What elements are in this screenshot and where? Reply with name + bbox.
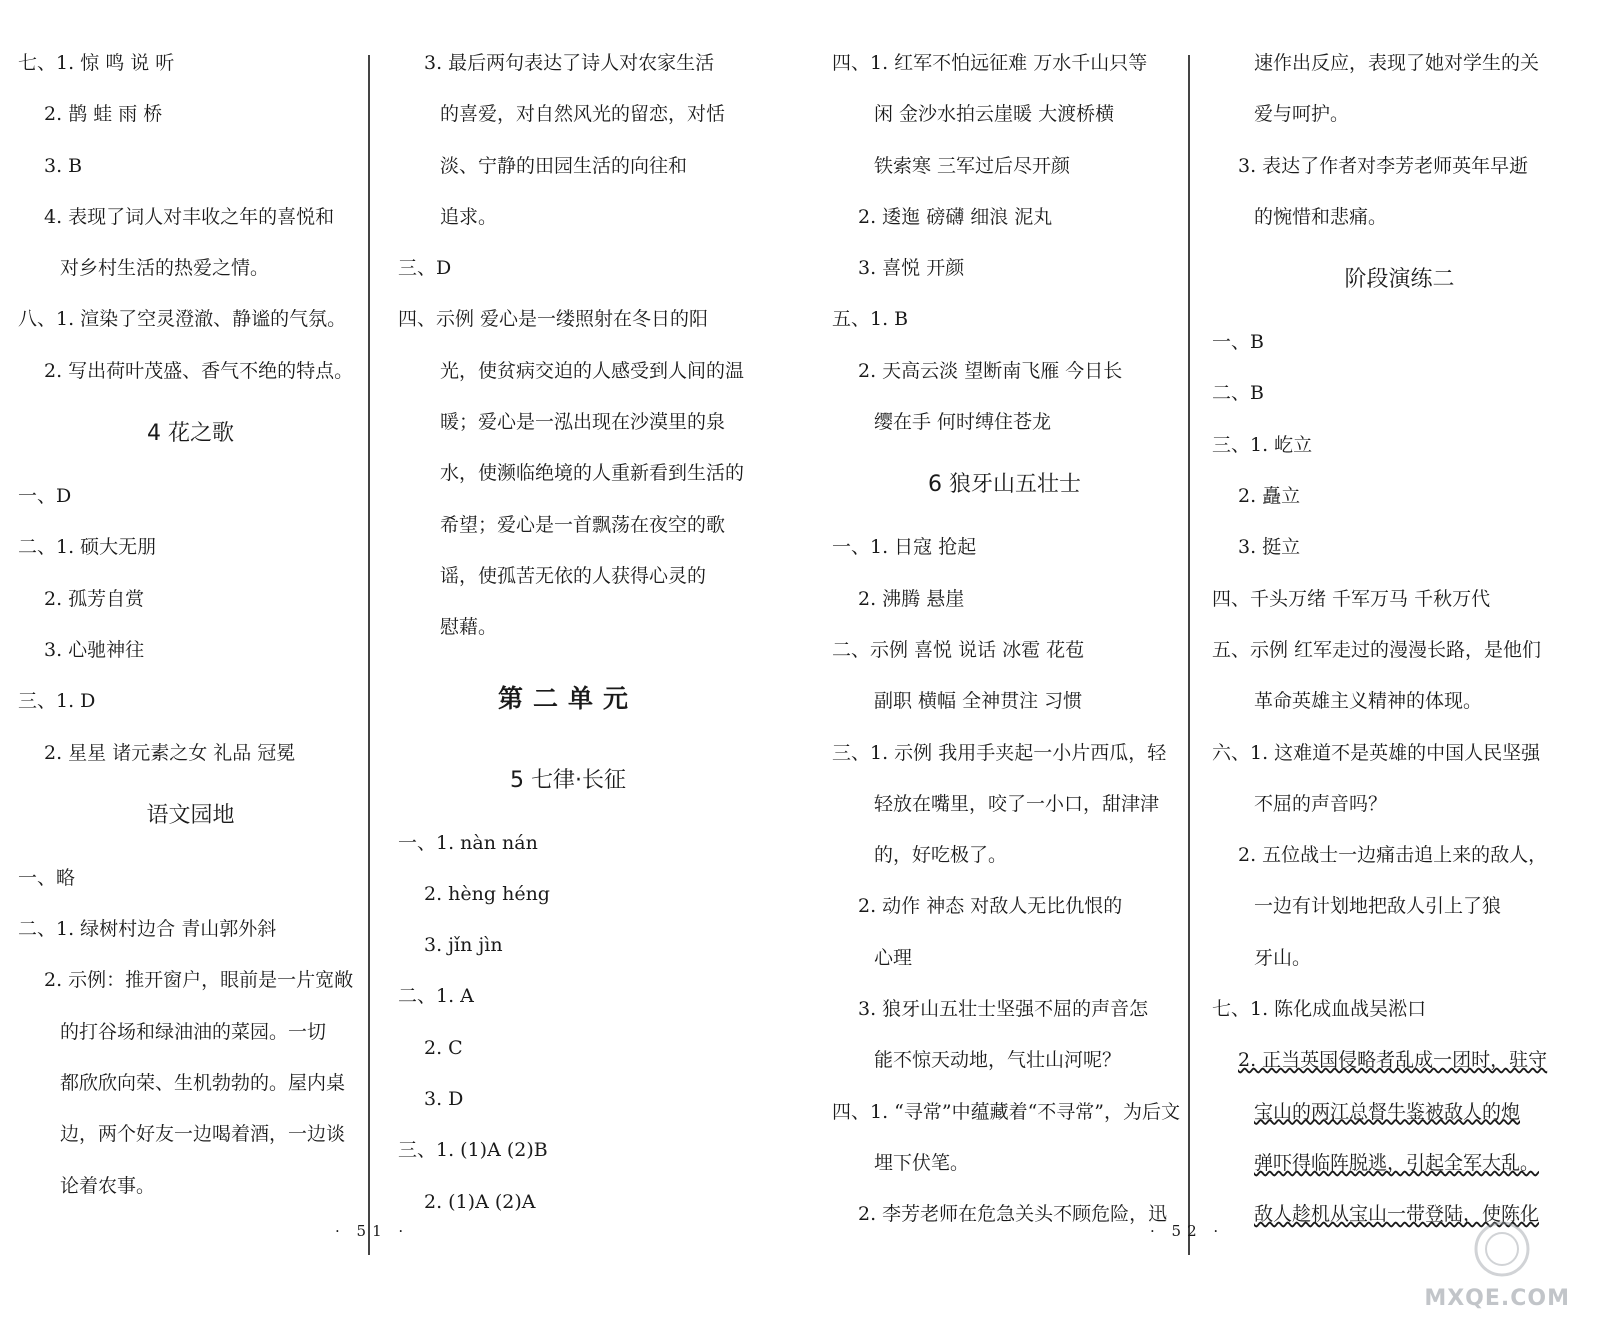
answer-line: 2. 矗立 xyxy=(1238,485,1301,508)
answer-line: 四、示例 爱心是一缕照射在冬日的阳 xyxy=(398,308,709,331)
answer-line: 革命英雄主义精神的体现。 xyxy=(1254,690,1483,713)
answer-line: 2. 李芳老师在危急关头不顾危险，迅 xyxy=(858,1203,1168,1226)
answer-line: 四、1. “寻常”中蕴藏着“不寻常”，为后文 xyxy=(832,1100,1181,1123)
watermark-logo-icon xyxy=(1432,1219,1572,1289)
column-divider-right xyxy=(1188,55,1190,1255)
column-2 xyxy=(398,38,745,1228)
answer-line: 三、D xyxy=(398,257,452,280)
answer-line: 2. 孤芳自赏 xyxy=(44,587,145,610)
answer-line: 3. 最后两句表达了诗人对农家生活 xyxy=(424,52,715,74)
answer-line: 轻放在嘴里，咬了一小口，甜津津 xyxy=(874,792,1160,815)
answer-line: 2. 天高云淡 望断南飞雁 今日长 xyxy=(858,359,1123,382)
answer-line-underlined: 弹吓得临阵脱逃，引起全军大乱。 xyxy=(1254,1151,1540,1174)
answer-line: 淡、宁静的田园生活的向往和 xyxy=(440,154,688,177)
answer-line: 八、1. 渲染了空灵澄澈、静谧的气氛。 xyxy=(18,308,347,331)
answer-line: 3. 狼牙山五壮士坚强不屈的声音怎 xyxy=(858,998,1149,1021)
answer-line: 爱与呵护。 xyxy=(1254,103,1350,126)
answer-line: 二、B xyxy=(1212,382,1264,405)
section-heading: 4 花之歌 xyxy=(147,421,234,447)
watermark-text: MXQE.COM xyxy=(1424,1286,1570,1311)
answer-line: 四、1. 红军不怕远征难 万水千山只等 xyxy=(832,52,1148,74)
answer-line: 的惋惜和悲痛。 xyxy=(1254,205,1388,228)
answer-line: 一、略 xyxy=(18,866,76,889)
answer-line: 2. 写出荷叶茂盛、香气不绝的特点。 xyxy=(44,359,354,382)
answer-line: 三、1. (1)A (2)B xyxy=(398,1139,548,1162)
column-divider-left xyxy=(368,55,370,1255)
answer-line: 缨在手 何时缚住苍龙 xyxy=(874,411,1052,434)
answer-line: 2. 逶迤 磅礴 细浪 泥丸 xyxy=(858,205,1053,228)
answer-line: 3. 喜悦 开颜 xyxy=(858,257,965,280)
answer-line: 希望；爱心是一首飘荡在夜空的歌 xyxy=(440,513,726,536)
answer-line: 2. 星星 诸元素之女 礼品 冠冕 xyxy=(44,741,296,764)
answer-line: 的打谷场和绿油油的菜园。一切 xyxy=(60,1020,327,1043)
answer-line: 二、1. 硕大无朋 xyxy=(18,536,157,559)
answer-line: 副职 横幅 全神贯注 习惯 xyxy=(874,690,1083,713)
answer-line: 二、1. 绿树村边合 青山郭外斜 xyxy=(18,918,277,941)
answer-line: 2. hèng héng xyxy=(424,882,550,905)
answer-line: 4. 表现了词人对丰收之年的喜悦和 xyxy=(44,205,335,228)
answer-line: 3. D xyxy=(424,1088,464,1111)
answer-line: 2. 五位战士一边痛击追上来的敌人， xyxy=(1238,844,1548,867)
answer-line: 2. 鹊 蛙 雨 桥 xyxy=(44,103,163,126)
section-heading: 6 狼牙山五壮士 xyxy=(928,472,1081,498)
answer-line: 3. 心驰神往 xyxy=(44,638,145,661)
answer-line: 一、1. 日寇 抢起 xyxy=(832,536,977,559)
answer-line: 3. jǐn jìn xyxy=(424,934,503,957)
answer-line: 3. 表达了作者对李芳老师英年早逝 xyxy=(1238,154,1529,177)
answer-line: 四、千头万绪 千军万马 千秋万代 xyxy=(1212,587,1491,610)
answer-line: 2. 沸腾 悬崖 xyxy=(858,587,965,610)
section-heading: 5 七律·长征 xyxy=(510,767,626,793)
answer-line: 不屈的声音吗？ xyxy=(1254,792,1388,815)
unit-heading: 第二单元 xyxy=(497,683,638,713)
answer-line: 一、D xyxy=(18,485,72,508)
answer-line: 二、1. A xyxy=(398,985,474,1008)
answer-line: 七、1. 陈化成血战吴淞口 xyxy=(1212,998,1427,1021)
answer-line: 暖；爱心是一泓出现在沙漠里的泉 xyxy=(440,411,726,434)
answer-line: 3. 挺立 xyxy=(1238,536,1301,559)
answer-line: 论着农事。 xyxy=(60,1174,156,1197)
answer-line: 闲 金沙水拍云崖暖 大渡桥横 xyxy=(874,103,1115,126)
answer-line: 2. C xyxy=(424,1036,463,1059)
answer-line: 埋下伏笔。 xyxy=(874,1151,970,1174)
section-heading: 语文园地 xyxy=(146,802,235,828)
page-number-right: · 52 · xyxy=(1150,1222,1225,1240)
answer-line: 3. B xyxy=(44,154,83,177)
answer-line: 一、1. nàn nán xyxy=(398,831,538,854)
answer-line: 六、1. 这难道不是英雄的中国人民坚强 xyxy=(1212,741,1541,764)
answer-line: 慰藉。 xyxy=(440,616,498,639)
section-heading: 阶段演练二 xyxy=(1344,267,1455,293)
answer-line-underlined: 2. 正当英国侵略者乱成一团时，驻守 xyxy=(1238,1049,1548,1072)
answer-line: 对乡村生活的热爱之情。 xyxy=(60,257,270,280)
answer-line: 谣，使孤苦无依的人获得心灵的 xyxy=(440,564,707,587)
answer-line: 三、1. 屹立 xyxy=(1212,433,1313,456)
answer-line: 七、1. 惊 鸣 说 听 xyxy=(18,52,175,74)
answer-line: 水，使濒临绝境的人重新看到生活的 xyxy=(440,462,745,485)
answer-line: 心理 xyxy=(874,946,913,969)
answer-line-underlined: 敌人趁机从宝山一带登陆，使陈化 xyxy=(1254,1203,1540,1226)
answer-line: 铁索寒 三军过后尽开颜 xyxy=(874,154,1071,177)
answer-line: 一边有计划地把敌人引上了狼 xyxy=(1254,895,1502,918)
answer-line: 一、B xyxy=(1212,331,1264,354)
column-1 xyxy=(18,38,363,1212)
answer-line: 2. (1)A (2)A xyxy=(424,1190,536,1213)
answer-line: 牙山。 xyxy=(1254,946,1312,969)
answer-line-underlined: 宝山的两江总督牛鉴被敌人的炮 xyxy=(1254,1100,1521,1123)
answer-line: 的，好吃极了。 xyxy=(874,844,1008,867)
answer-line: 三、1. 示例 我用手夹起一小片西瓜，轻 xyxy=(832,741,1167,764)
answer-line: 的喜爱，对自然风光的留恋，对恬 xyxy=(440,103,726,126)
answer-line: 五、示例 红军走过的漫漫长路，是他们 xyxy=(1212,638,1542,661)
answer-line: 三、1. D xyxy=(18,690,96,713)
answer-line: 速作出反应，表现了她对学生的关 xyxy=(1254,52,1540,74)
column-4 xyxy=(1212,38,1587,1241)
answer-line: 光，使贫病交迫的人感受到人间的温 xyxy=(440,359,745,382)
answer-line: 都欣欣向荣、生机勃勃的。屋内桌 xyxy=(60,1072,346,1095)
answer-line: 五、1. B xyxy=(832,308,909,331)
answer-line: 2. 示例：推开窗户，眼前是一片宽敞 xyxy=(44,969,354,992)
answer-line: 二、示例 喜悦 说话 冰雹 花苞 xyxy=(832,638,1085,661)
column-3 xyxy=(832,38,1181,1241)
answer-line: 边，两个好友一边喝着酒，一边谈 xyxy=(60,1123,346,1146)
answer-line: 2. 动作 神态 对敌人无比仇恨的 xyxy=(858,895,1123,918)
answer-line: 追求。 xyxy=(440,205,498,228)
answer-line: 能不惊天动地，气壮山河呢？ xyxy=(874,1049,1122,1072)
page-number-left: · 51 · xyxy=(335,1222,410,1240)
